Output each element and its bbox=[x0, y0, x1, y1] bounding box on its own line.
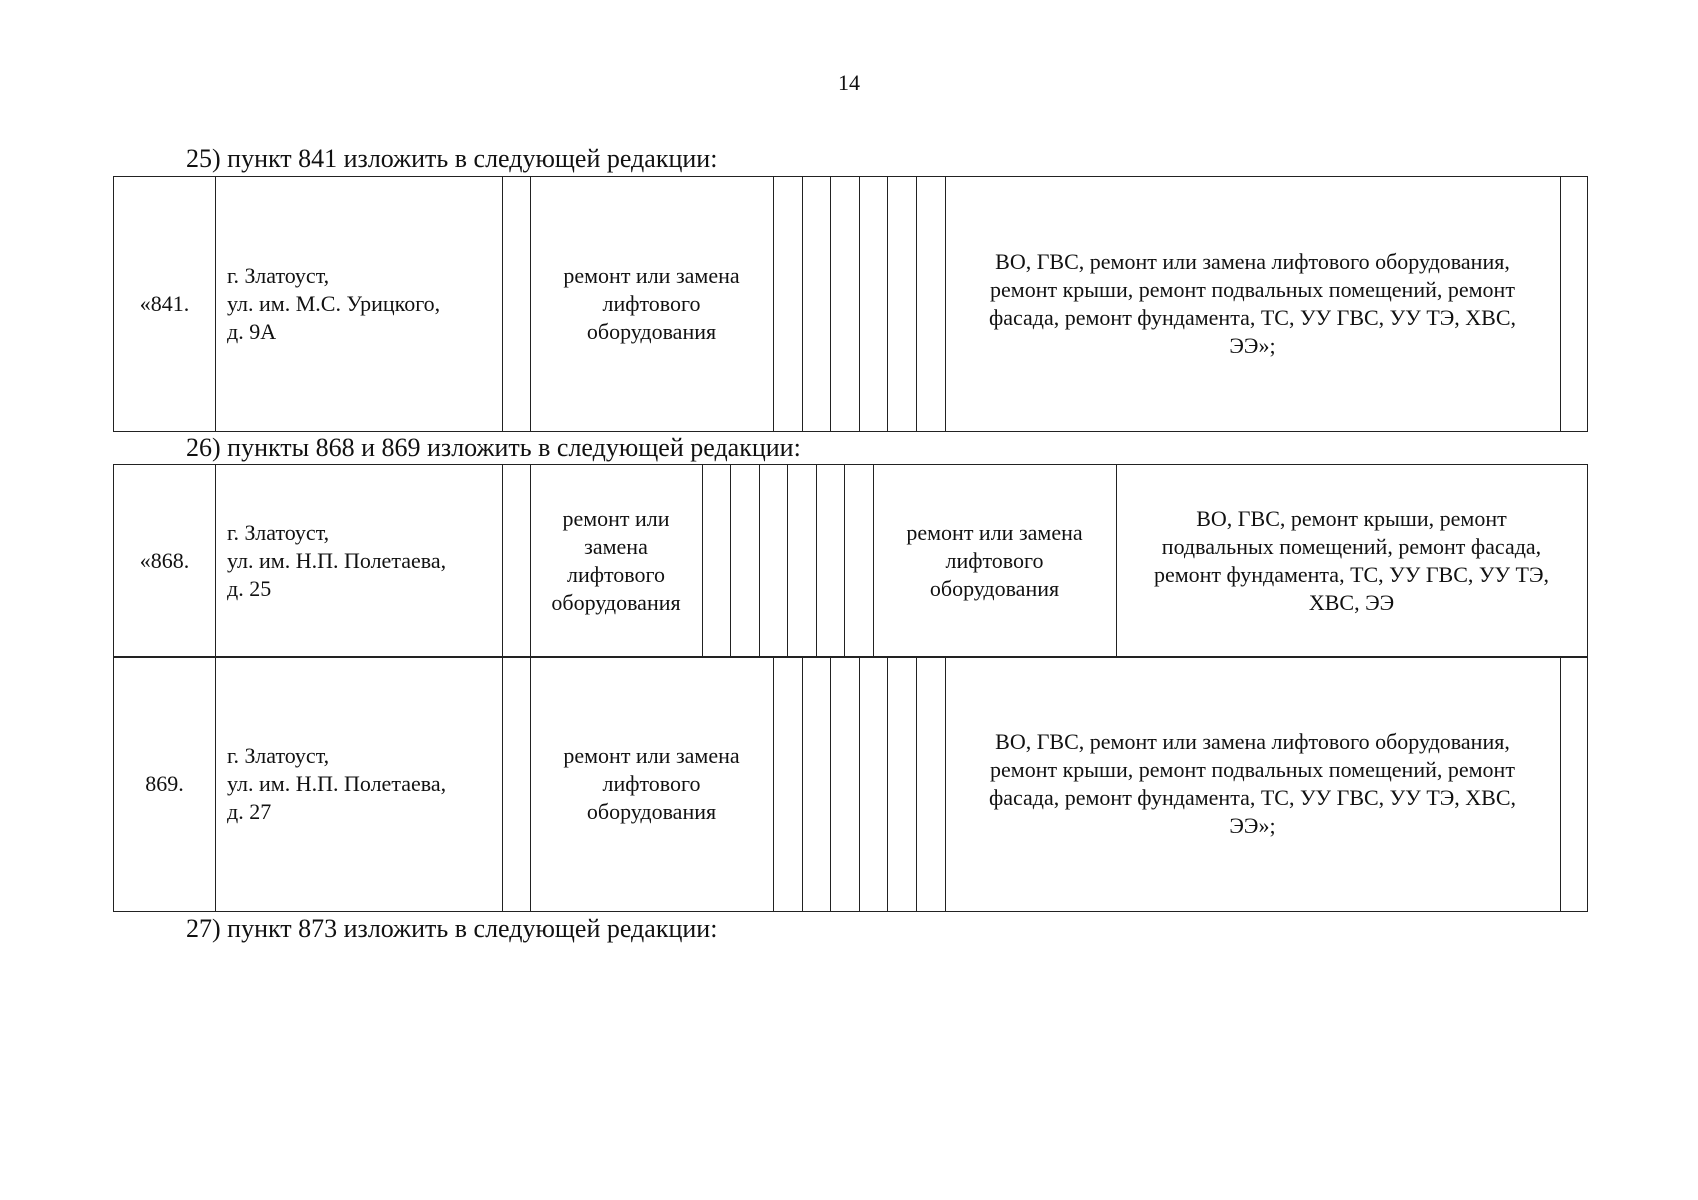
instruction-item-27: 27) пункт 873 изложить в следующей редакции: bbox=[186, 914, 718, 943]
address-cell bbox=[227, 177, 497, 431]
work-type-line: замена bbox=[584, 534, 648, 559]
work-type-line: оборудования bbox=[586, 319, 717, 344]
row-number: «841. bbox=[139, 291, 190, 316]
address-house: д. 25 bbox=[227, 576, 272, 601]
address-street: ул. им. Н.П. Полетаева, bbox=[227, 771, 447, 796]
work-type-cell-secondary bbox=[873, 465, 1116, 657]
work-type-line: лифтового bbox=[945, 548, 1044, 573]
page-number: 14 bbox=[838, 70, 860, 95]
services-line: ремонт крыши, ремонт подвальных помещений, ремонт bbox=[990, 757, 1515, 782]
services-line: фасада, ремонт фундамента, ТС, УУ ГВС, УУ ТЭ, ХВС, bbox=[988, 785, 1517, 810]
row-number-cell bbox=[114, 177, 215, 431]
services-cell bbox=[945, 177, 1560, 431]
table-row-869 bbox=[113, 656, 1588, 912]
work-type-line: оборудования bbox=[551, 590, 681, 615]
work-type-line: ремонт или замена bbox=[906, 520, 1083, 545]
row-number: «868. bbox=[139, 548, 190, 573]
services-cell bbox=[945, 657, 1560, 911]
services-cell bbox=[1116, 465, 1587, 657]
work-type-line: оборудования bbox=[929, 576, 1060, 601]
address-cell bbox=[227, 465, 497, 657]
services-line: фасада, ремонт фундамента, ТС, УУ ГВС, УУ ТЭ, ХВС, bbox=[988, 305, 1517, 330]
address-city: г. Златоуст, bbox=[227, 743, 330, 768]
address-house: д. 27 bbox=[227, 799, 272, 824]
table-row-841 bbox=[113, 176, 1588, 432]
services-line: ВО, ГВС, ремонт или замена лифтового оборудования, bbox=[995, 729, 1510, 754]
address-city: г. Златоуст, bbox=[227, 263, 330, 288]
work-type-line: оборудования bbox=[586, 799, 717, 824]
row-number-cell bbox=[114, 465, 215, 657]
address-cell bbox=[227, 657, 497, 911]
services-line: ЭЭ»; bbox=[1229, 333, 1276, 358]
work-type-line: ремонт или замена bbox=[563, 743, 740, 768]
address-house: д. 9А bbox=[227, 319, 277, 344]
services-line: подвальных помещений, ремонт фасада, bbox=[1161, 534, 1542, 559]
work-type-cell bbox=[530, 657, 773, 911]
work-type-line: лифтового bbox=[602, 291, 701, 316]
services-line: ремонт фундамента, ТС, УУ ГВС, УУ ТЭ, bbox=[1153, 562, 1550, 587]
work-type-cell bbox=[530, 465, 702, 657]
instruction-item-26: 26) пункты 868 и 869 изложить в следующей редакции: bbox=[186, 433, 801, 462]
row-number: 869. bbox=[145, 771, 184, 796]
address-city: г. Златоуст, bbox=[227, 520, 330, 545]
work-type-line: ремонт или bbox=[562, 506, 670, 531]
work-type-line: лифтового bbox=[566, 562, 666, 587]
table-row-868 bbox=[113, 464, 1588, 658]
services-line: ремонт крыши, ремонт подвальных помещений, ремонт bbox=[990, 277, 1515, 302]
services-line: ХВС, ЭЭ bbox=[1308, 590, 1395, 615]
instruction-item-25: 25) пункт 841 изложить в следующей редакции: bbox=[186, 144, 718, 173]
address-street: ул. им. М.С. Урицкого, bbox=[227, 291, 441, 316]
work-type-line: ремонт или замена bbox=[563, 263, 740, 288]
row-number-cell bbox=[114, 657, 215, 911]
services-line: ВО, ГВС, ремонт или замена лифтового оборудования, bbox=[995, 249, 1510, 274]
services-line: ЭЭ»; bbox=[1229, 813, 1276, 838]
services-line: ВО, ГВС, ремонт крыши, ремонт bbox=[1196, 506, 1507, 531]
address-street: ул. им. Н.П. Полетаева, bbox=[227, 548, 447, 573]
work-type-cell bbox=[530, 177, 773, 431]
work-type-line: лифтового bbox=[602, 771, 701, 796]
